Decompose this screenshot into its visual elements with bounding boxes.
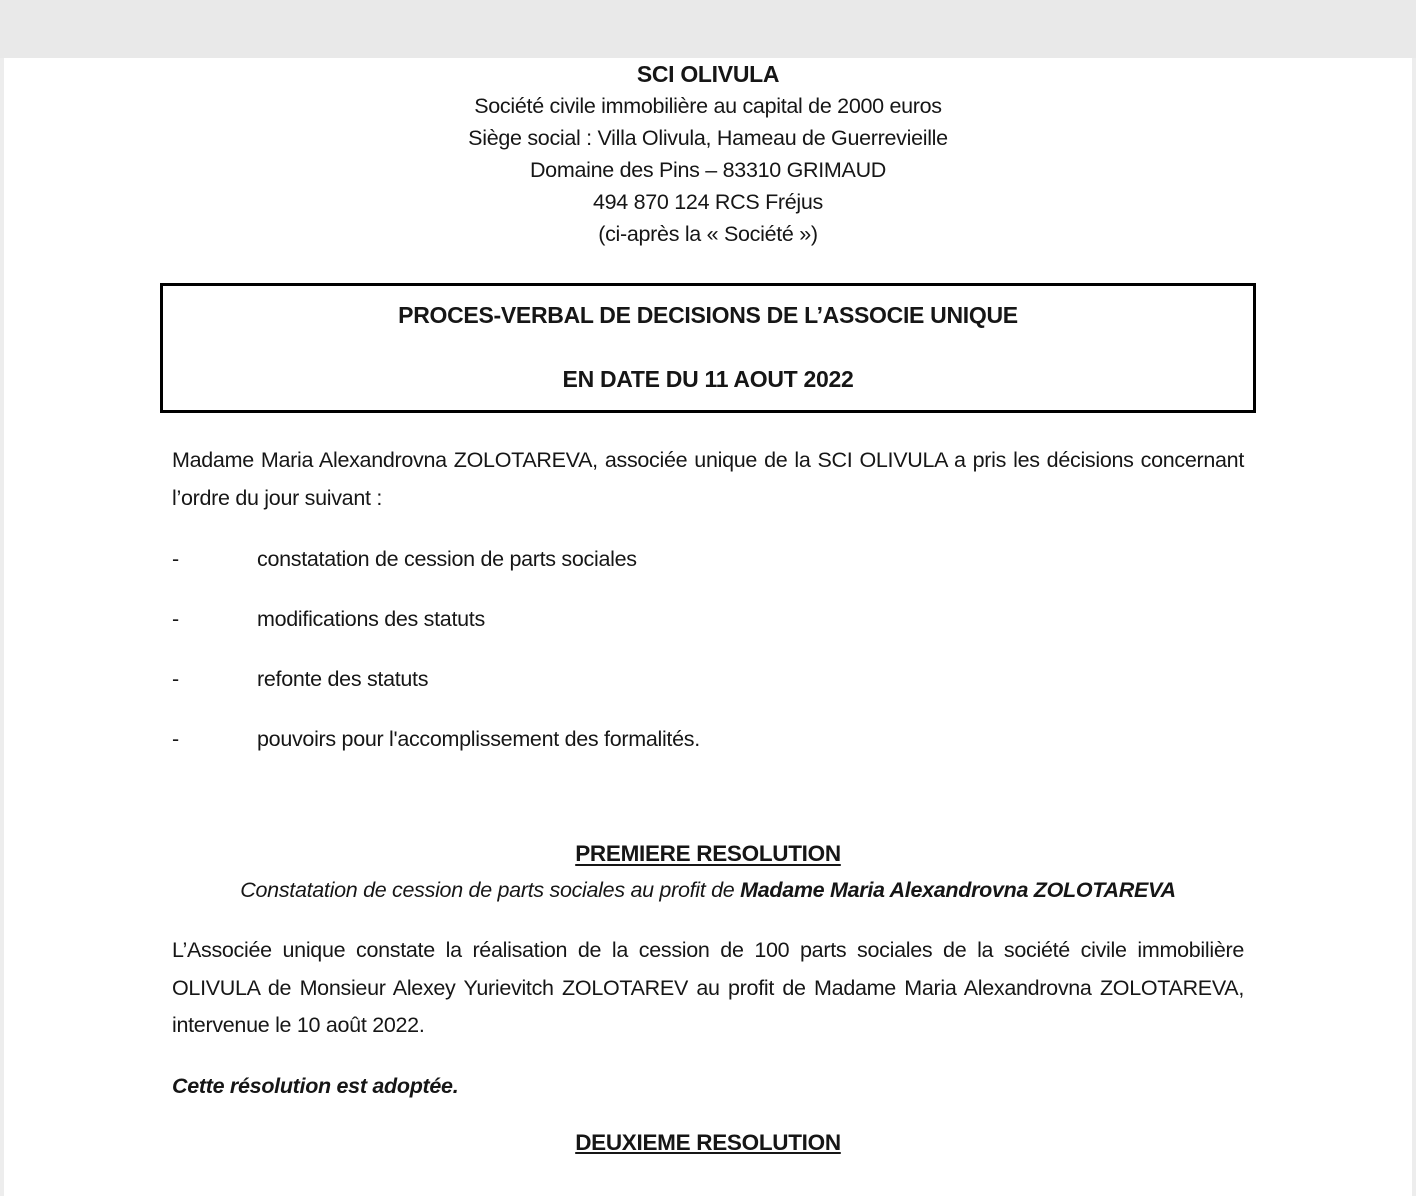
company-name: SCI OLIVULA bbox=[636, 61, 780, 87]
resolution1-heading: PREMIERE RESOLUTION bbox=[575, 841, 841, 866]
resolution1-subtitle-plain: Constatation de cession de parts sociales au profit de bbox=[240, 878, 741, 902]
document-content bbox=[4, 58, 1412, 1157]
list-item-dash: - bbox=[172, 607, 179, 631]
resolution1-subtitle bbox=[172, 876, 1244, 904]
resolution1-body: L’Associée unique constate la réalisation de la cession de 100 parts sociales de la société civile immobilière OLIVULA de Monsieur Alexey Yurievitch ZOLOTAREV au profit de Madame Maria Alexandrovna ZOLOTAREVA, intervenue le 10 août 2022. bbox=[172, 938, 1244, 1037]
title-box-line1: PROCES-VERBAL DE DECISIONS DE L’ASSOCIE UNIQUE bbox=[398, 302, 1018, 328]
header-line-capital: Société civile immobilière au capital de 2000 euros bbox=[474, 94, 942, 118]
title-box bbox=[160, 283, 1256, 413]
list-item-dash: - bbox=[172, 547, 179, 571]
document-header bbox=[172, 58, 1244, 250]
header-line-domaine: Domaine des Pins – 83310 GRIMAUD bbox=[529, 158, 887, 182]
list-item bbox=[172, 667, 1244, 692]
header-line-societe: (ci-après la « Société ») bbox=[598, 222, 818, 246]
list-item-dash: - bbox=[172, 667, 179, 691]
intro-paragraph: Madame Maria Alexandrovna ZOLOTAREVA, associée unique de la SCI OLIVULA a pris les décisions concernant l’ordre du jour suivant : bbox=[172, 448, 1244, 510]
list-item-text: pouvoirs pour l'accomplissement des formalités. bbox=[257, 727, 700, 751]
header-line-siege: Siège social : Villa Olivula, Hameau de Guerrevieille bbox=[468, 126, 948, 150]
list-item bbox=[172, 607, 1244, 632]
list-item bbox=[172, 727, 1244, 752]
list-item-dash: - bbox=[172, 727, 179, 751]
resolution1-adoption: Cette résolution est adoptée. bbox=[172, 1073, 459, 1098]
list-item-text: constatation de cession de parts sociales bbox=[257, 547, 637, 571]
title-box-line2: EN DATE DU 11 AOUT 2022 bbox=[562, 366, 854, 392]
list-item-text: refonte des statuts bbox=[257, 667, 429, 691]
list-item bbox=[172, 547, 1244, 572]
list-item-text: modifications des statuts bbox=[257, 607, 485, 631]
header-line-rcs: 494 870 124 RCS Fréjus bbox=[592, 190, 824, 214]
resolution2-heading: DEUXIEME RESOLUTION bbox=[575, 1129, 841, 1155]
agenda-list bbox=[172, 547, 1244, 752]
resolution1-subtitle-name: Madame Maria Alexandrovna ZOLOTAREVA bbox=[740, 878, 1176, 902]
document-page bbox=[0, 58, 1416, 1196]
